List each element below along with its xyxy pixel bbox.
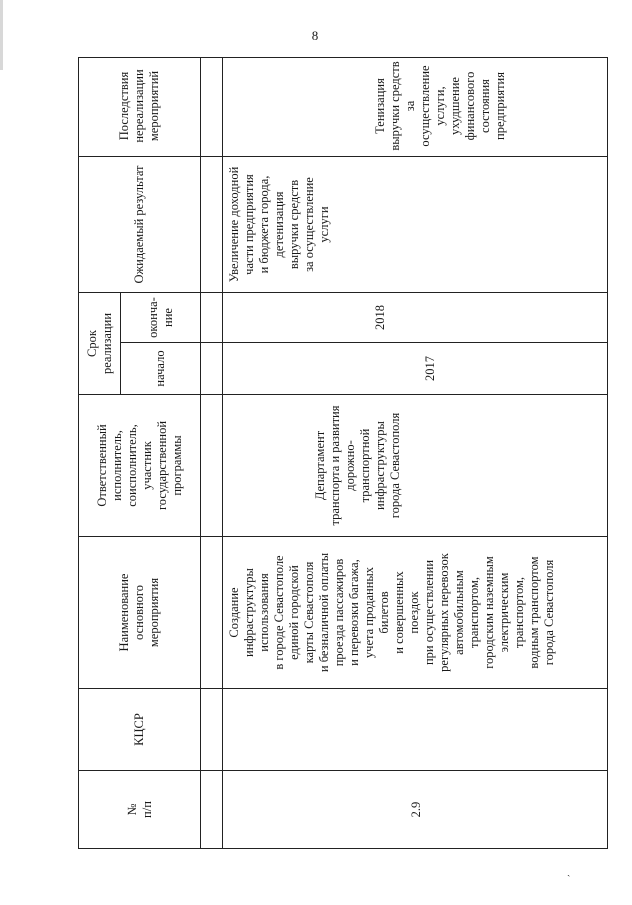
row-start-year: 2017 <box>223 342 608 394</box>
spacer-cell <box>201 342 223 394</box>
header-num: № п/п <box>79 770 201 848</box>
header-result: Ожидаемый результат <box>79 156 201 292</box>
page-number: 8 <box>311 28 319 43</box>
row-num: 2.9 <box>223 770 608 848</box>
header-name: Наименование основного мероприятия <box>79 536 201 688</box>
spacer-cell <box>201 394 223 536</box>
spacer-cell <box>201 770 223 848</box>
row-activity-name: Создание инфраструктуры использования в городе Севастополе единой городской карты Севастополя и безналичной оплаты проезда пассажиров и перевозки багажа, учета проданных билетов и совершенных поездок при осуществлении регулярных перевозок автомобильным транспортом, городским наземным электрическим транспортом, водным транспортом города Севастополя <box>223 536 608 688</box>
scan-edge-mark <box>0 0 3 70</box>
row-consequences: Тенизация выручки средств за осуществление услуги, ухудшение финансового состояния предприятия <box>373 61 507 151</box>
spacer-cell <box>201 688 223 770</box>
spacer-cell <box>201 156 223 292</box>
header-kcsr: КЦСР <box>79 688 201 770</box>
spacer-cell <box>201 292 223 342</box>
spacer-cell <box>201 57 223 156</box>
spacer-cell <box>201 536 223 688</box>
row-kcsr <box>223 688 608 770</box>
table-container <box>78 57 608 849</box>
activities-table <box>78 57 608 849</box>
stray-mark: ˎ <box>567 866 571 877</box>
header-executor: Ответственный исполнитель, соисполнитель, участник государственной программы <box>79 394 201 536</box>
row-expected-result: Увеличение доходной части предприятия и бюджета города, детенизация выручки средств за осуществление услуги <box>223 156 608 292</box>
header-term: Срок реализации <box>79 292 121 394</box>
header-end: оконча- ние <box>121 292 201 342</box>
header-start: начало <box>121 342 201 394</box>
row-executor: Департамент транспорта и развития дорожно- транспортной инфраструктуры города Севастополя <box>223 394 608 536</box>
row-end-year: 2018 <box>223 292 608 342</box>
header-consequences: Последствия нереализации мероприятий <box>79 57 201 156</box>
